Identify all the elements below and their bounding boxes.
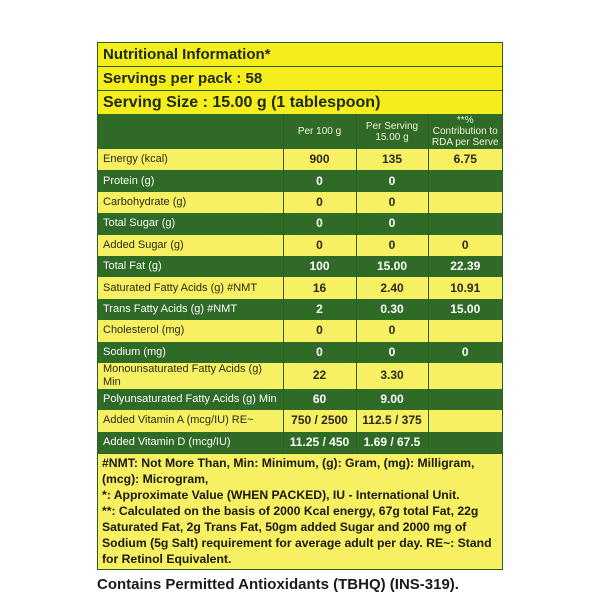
table-row xyxy=(98,235,502,256)
per-serving-value: 135 xyxy=(356,149,428,170)
per-serving-value: 0 xyxy=(356,320,428,341)
table-row xyxy=(98,432,502,453)
rda-value: 6.75 xyxy=(428,149,502,170)
nutrient-name: Added Sugar (g) xyxy=(98,235,283,256)
rda-value: 22.39 xyxy=(428,256,502,277)
per-serving-value: 2.40 xyxy=(356,277,428,298)
antioxidant-note: Contains Permitted Antioxidants (TBHQ) (INS-319). xyxy=(97,576,459,594)
header-per-100g: Per 100 g xyxy=(283,114,356,149)
per-serving-value: 0.30 xyxy=(356,299,428,320)
table-row xyxy=(98,170,502,191)
nutrient-name: Added Vitamin D (mcg/IU) xyxy=(98,432,283,453)
per-100g-value: 900 xyxy=(283,149,356,170)
table-row xyxy=(98,149,502,170)
per-serving-value: 0 xyxy=(356,170,428,191)
per-serving-value: 112.5 / 375 xyxy=(356,410,428,431)
servings-per-pack: Servings per pack : 58 xyxy=(98,67,502,91)
rda-value: 0 xyxy=(428,235,502,256)
nutrition-label xyxy=(97,42,503,570)
table-row xyxy=(98,256,502,277)
per-serving-value: 0 xyxy=(356,342,428,363)
per-100g-value: 0 xyxy=(283,342,356,363)
label-wrapper xyxy=(97,42,503,594)
per-serving-value: 1.69 / 67.5 xyxy=(356,432,428,453)
rda-value: 15.00 xyxy=(428,299,502,320)
serving-size: Serving Size : 15.00 g (1 tablespoon) xyxy=(98,91,502,114)
table-row xyxy=(98,363,502,389)
per-100g-value: 0 xyxy=(283,320,356,341)
header-rda: **% Contribution to RDA per Serve xyxy=(428,114,502,149)
nutrient-name: Monounsaturated Fatty Acids (g) Min xyxy=(98,363,283,389)
table-row xyxy=(98,389,502,410)
per-serving-value: 9.00 xyxy=(356,389,428,410)
nutrient-name: Total Fat (g) xyxy=(98,256,283,277)
nutrient-name: Saturated Fatty Acids (g) #NMT xyxy=(98,277,283,298)
rda-value xyxy=(428,363,502,389)
table-row xyxy=(98,320,502,341)
footnote: *: Approximate Value (WHEN PACKED), IU - International Unit. xyxy=(102,488,460,503)
table-row xyxy=(98,342,502,363)
rda-value xyxy=(428,170,502,191)
table-row xyxy=(98,213,502,234)
footnote: #NMT: Not More Than, Min: Minimum, (g): Gram, (mg): Milligram, (mcg): Microgram, xyxy=(102,456,475,487)
nutrient-name: Added Vitamin A (mcg/IU) RE~ xyxy=(98,410,283,431)
nutrient-name: Cholesterol (mg) xyxy=(98,320,283,341)
rda-value xyxy=(428,213,502,234)
per-serving-value: 3.30 xyxy=(356,363,428,389)
per-100g-value: 11.25 / 450 xyxy=(283,432,356,453)
nutrition-table xyxy=(98,114,502,453)
per-serving-value: 0 xyxy=(356,213,428,234)
rda-value xyxy=(428,410,502,431)
table-header xyxy=(98,114,502,149)
per-100g-value: 100 xyxy=(283,256,356,277)
per-serving-value: 15.00 xyxy=(356,256,428,277)
table-row xyxy=(98,410,502,431)
nutrient-name: Total Sugar (g) xyxy=(98,213,283,234)
table-row xyxy=(98,192,502,213)
rda-value: 0 xyxy=(428,342,502,363)
nutrient-name: Polyunsaturated Fatty Acids (g) Min xyxy=(98,389,283,410)
per-100g-value: 22 xyxy=(283,363,356,389)
per-100g-value: 16 xyxy=(283,277,356,298)
label-title: Nutritional Information* xyxy=(98,43,502,67)
table-row xyxy=(98,299,502,320)
rda-value xyxy=(428,432,502,453)
table-row xyxy=(98,277,502,298)
per-100g-value: 750 / 2500 xyxy=(283,410,356,431)
per-100g-value: 0 xyxy=(283,213,356,234)
per-100g-value: 0 xyxy=(283,170,356,191)
rda-value xyxy=(428,192,502,213)
per-100g-value: 2 xyxy=(283,299,356,320)
footnotes xyxy=(98,453,502,569)
rda-value: 10.91 xyxy=(428,277,502,298)
rda-value xyxy=(428,389,502,410)
nutrient-name: Energy (kcal) xyxy=(98,149,283,170)
per-100g-value: 0 xyxy=(283,192,356,213)
nutrient-name: Carbohydrate (g) xyxy=(98,192,283,213)
per-100g-value: 0 xyxy=(283,235,356,256)
nutrient-name: Protein (g) xyxy=(98,170,283,191)
header-nutrient xyxy=(98,114,283,149)
per-serving-value: 0 xyxy=(356,192,428,213)
per-serving-value: 0 xyxy=(356,235,428,256)
nutrient-name: Trans Fatty Acids (g) #NMT xyxy=(98,299,283,320)
footnote: **: Calculated on the basis of 2000 Kcal energy, 67g total Fat, 22g Saturated Fat, 2g Trans Fat, 50gm added Sugar and 2000 mg of Sodium (5g Salt) requirement for average adult per day. RE~: Stand for Retinol Equivalent. xyxy=(102,504,492,567)
nutrient-name: Sodium (mg) xyxy=(98,342,283,363)
per-100g-value: 60 xyxy=(283,389,356,410)
header-per-serving: Per Serving 15.00 g xyxy=(356,114,428,149)
rda-value xyxy=(428,320,502,341)
